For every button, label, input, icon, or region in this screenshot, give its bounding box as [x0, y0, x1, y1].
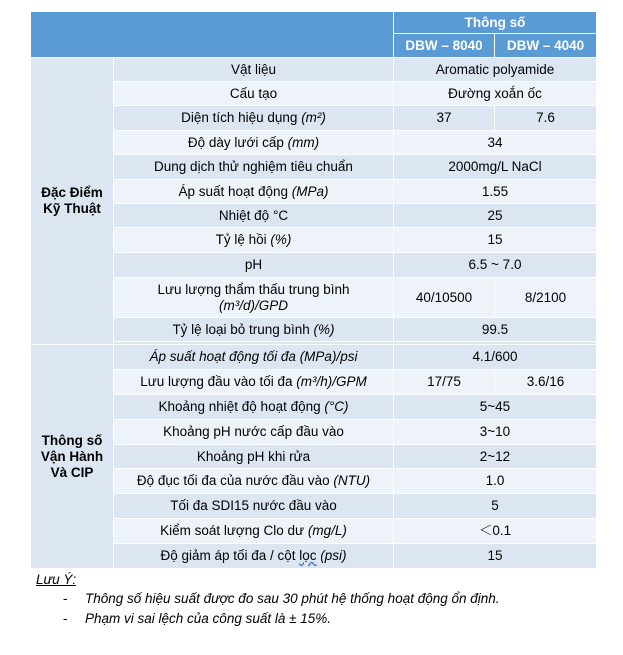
table-row: [31, 155, 597, 180]
param-value: ＜0.1: [394, 519, 597, 544]
table-row: [31, 445, 597, 469]
header-model-8040: DBW – 8040: [394, 34, 495, 58]
table-row: [31, 82, 597, 106]
group-label-technical: Đặc Điểm Kỹ Thuật: [31, 58, 114, 345]
table-row: [31, 420, 597, 445]
param-value: 3~10: [394, 420, 597, 445]
header-corner: [31, 12, 394, 58]
param-value: 25: [394, 204, 597, 228]
param-value: 2000mg/L NaCl: [394, 155, 597, 180]
param-name: Khoảng nhiệt độ hoạt động (°C): [114, 395, 394, 420]
table-row: [31, 278, 597, 318]
param-value-4040: 3.6/16: [495, 370, 597, 395]
param-name: Tối đa SDI15 nước đầu vào: [114, 494, 394, 519]
param-value-4040: 7.6: [495, 106, 597, 131]
param-name: Độ giảm áp tối đa / cột lọc (psi): [114, 544, 394, 569]
param-value-8040: 17/75: [394, 370, 495, 395]
param-value: 99.5: [394, 318, 597, 342]
note-item: - Thông số hiệu suất được đo sau 30 phút hệ thống hoạt động ổn định.: [63, 591, 500, 606]
param-name: Tỷ lệ loại bỏ trung bình (%): [114, 318, 394, 342]
table-row: [31, 253, 597, 278]
param-value: 15: [394, 228, 597, 253]
param-value: Đường xoắn ốc: [394, 82, 597, 106]
group-label-operation: Thông số Vận Hành Và CIP: [31, 345, 114, 569]
spec-table: [30, 11, 597, 569]
table-row: [31, 58, 597, 82]
param-name: Khoảng pH khi rửa: [114, 445, 394, 469]
param-name: Độ đục tối đa của nước đầu vào (NTU): [114, 469, 394, 494]
param-value-8040: 40/10500: [394, 278, 495, 318]
param-name: Khoảng pH nước cấp đầu vào: [114, 420, 394, 445]
table-row: [31, 519, 597, 544]
param-name: Áp suất hoạt động (MPa): [114, 180, 394, 204]
table-row: [31, 180, 597, 204]
param-name: pH: [114, 253, 394, 278]
param-value: 34: [394, 131, 597, 155]
param-name: Cấu tạo: [114, 82, 394, 106]
table-row: [31, 318, 597, 342]
param-value: 4.1/600: [394, 345, 597, 370]
param-name: Độ dày lưới cấp (mm): [114, 131, 394, 155]
note-item: - Phạm vi sai lệch của công suất là ± 15%.: [63, 611, 332, 626]
table-row: [31, 345, 597, 370]
param-value: Aromatic polyamide: [394, 58, 597, 82]
param-name: Nhiệt độ °C: [114, 204, 394, 228]
param-name: Áp suất hoạt động tối đa (MPa)/psi: [114, 345, 394, 370]
table-row: [31, 494, 597, 519]
header-params: Thông số: [394, 12, 597, 34]
param-value: 15: [394, 544, 597, 569]
param-name: Diện tích hiệu dụng (m²): [114, 106, 394, 131]
param-name: Dung dịch thử nghiệm tiêu chuẩn: [114, 155, 394, 180]
note-title: Lưu Ý:: [36, 572, 77, 587]
table-row: [31, 544, 597, 569]
table-row: [31, 469, 597, 494]
param-value: 1.0: [394, 469, 597, 494]
param-value: 1.55: [394, 180, 597, 204]
param-value: 5: [394, 494, 597, 519]
table-row: [31, 370, 597, 395]
param-name: Kiểm soát lượng Clo dư (mg/L): [114, 519, 394, 544]
param-value: 2~12: [394, 445, 597, 469]
table-row: [31, 204, 597, 228]
param-name: Vật liệu: [114, 58, 394, 82]
table-row: [31, 131, 597, 155]
param-name: Lưu lượng đầu vào tối đa (m³/h)/GPM: [114, 370, 394, 395]
table-row: [31, 228, 597, 253]
param-value-8040: 37: [394, 106, 495, 131]
param-value: 6.5 ~ 7.0: [394, 253, 597, 278]
table-row: [31, 106, 597, 131]
param-value-4040: 8/2100: [495, 278, 597, 318]
param-name: Tỷ lệ hồi (%): [114, 228, 394, 253]
header-model-4040: DBW – 4040: [495, 34, 597, 58]
param-value: 5~45: [394, 395, 597, 420]
param-name: Lưu lượng thẩm thấu trung bình (m³/d)/GPD: [114, 278, 394, 318]
table-row: [31, 395, 597, 420]
